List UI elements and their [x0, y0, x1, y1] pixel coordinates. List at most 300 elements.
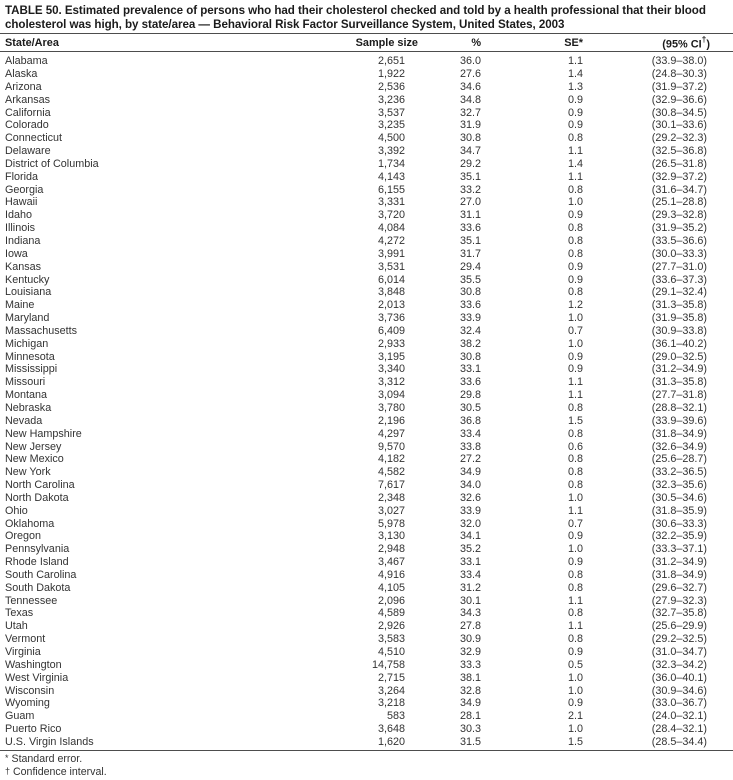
sample-size-cell: 1,734	[377, 157, 405, 170]
standard-error-cell: 0.8	[567, 132, 583, 145]
percent-cell: 34.6	[459, 80, 481, 93]
confidence-interval-cell: (28.4–32.1)	[651, 723, 707, 736]
footnote-text: Confidence interval.	[13, 765, 107, 778]
state-area-cell: Mississippi	[5, 363, 58, 376]
sample-size-cell: 3,537	[377, 106, 405, 119]
percent-cell: 34.3	[459, 607, 481, 620]
confidence-interval-cell: (24.0–32.1)	[651, 710, 707, 723]
state-area-cell: Indiana	[5, 235, 41, 247]
confidence-interval-cell: (25.6–28.7)	[651, 453, 707, 466]
confidence-interval-cell: (29.0–32.5)	[651, 350, 707, 363]
state-area-cell: Nevada	[5, 414, 43, 427]
sample-size-cell: 2,013	[377, 299, 405, 312]
standard-error-cell: 0.9	[567, 646, 583, 658]
standard-error-cell: 0.8	[567, 568, 583, 581]
standard-error-cell: 1.0	[567, 684, 583, 697]
percent-cell: 31.2	[459, 581, 481, 594]
percent-cell: 29.8	[459, 389, 481, 402]
percent-cell: 34.7	[459, 145, 481, 158]
table-row	[0, 685, 733, 698]
standard-error-cell: 0.9	[567, 106, 583, 119]
table-row	[0, 428, 733, 441]
sample-size-cell: 1,620	[335, 736, 419, 750]
confidence-interval-cell: (27.7–31.8)	[651, 389, 707, 402]
standard-error-cell: 0.7	[567, 517, 583, 530]
table-row	[0, 466, 733, 479]
standard-error-cell: 1.4	[567, 157, 583, 170]
sample-size-cell: 3,340	[377, 363, 405, 376]
table-row	[0, 582, 733, 595]
table-row	[0, 81, 733, 94]
table-row	[0, 184, 733, 197]
percent-cell: 27.6	[459, 68, 481, 81]
state-area-cell: Utah	[5, 620, 28, 633]
table-row	[0, 723, 733, 736]
table-row	[0, 52, 733, 68]
sample-size-cell: 4,105	[377, 581, 405, 594]
confidence-interval-cell: (31.0–34.7)	[651, 646, 707, 658]
table-row	[0, 736, 733, 750]
percent-cell: 33.3	[459, 658, 481, 671]
standard-error-cell: 0.9	[567, 350, 583, 363]
sample-size-cell: 4,589	[377, 607, 405, 620]
confidence-interval-cell: (32.5–36.8)	[651, 145, 707, 158]
prevalence-table	[0, 33, 733, 751]
standard-error-cell: 0.9	[567, 697, 583, 710]
table-row	[0, 312, 733, 325]
confidence-interval-cell: (31.9–35.8)	[651, 312, 707, 325]
percent-cell: 33.1	[459, 556, 481, 569]
state-area-cell: Arizona	[5, 80, 42, 93]
table-row	[0, 672, 733, 685]
percent-cell: 32.4	[459, 324, 481, 337]
state-area-cell: Montana	[5, 389, 48, 402]
state-area-cell: Maryland	[5, 312, 50, 325]
standard-error-cell: 1.0	[567, 491, 583, 504]
confidence-interval-cell: (32.7–35.8)	[651, 607, 707, 620]
percent-cell: 30.8	[459, 350, 481, 363]
standard-error-cell: 0.8	[567, 427, 583, 440]
percent-cell: 30.9	[459, 633, 481, 646]
table-row	[0, 415, 733, 428]
confidence-interval-cell: (27.9–32.3)	[651, 594, 707, 607]
state-area-cell: West Virginia	[5, 671, 69, 684]
confidence-interval-cell: (30.9–34.6)	[651, 684, 707, 697]
confidence-interval-cell: (25.6–29.9)	[651, 620, 707, 633]
confidence-interval-cell: (30.8–34.5)	[651, 106, 707, 119]
standard-error-cell: 0.8	[567, 247, 583, 260]
standard-error-cell: 0.9	[567, 530, 583, 543]
table-row	[0, 209, 733, 222]
state-area-cell: New Mexico	[5, 453, 64, 466]
table-row	[0, 286, 733, 299]
percent-cell: 29.2	[459, 157, 481, 170]
state-area-cell: Illinois	[5, 222, 36, 235]
percent-cell: 33.6	[459, 376, 481, 389]
standard-error-cell: 1.0	[567, 196, 583, 209]
percent-cell: 27.2	[459, 453, 481, 466]
percent-cell: 35.5	[459, 273, 481, 286]
sample-size-cell: 6,014	[377, 273, 405, 286]
standard-error-cell: 0.8	[567, 479, 583, 492]
state-area-cell: Alaska	[5, 68, 38, 81]
table-row	[0, 68, 733, 81]
state-area-cell: Minnesota	[5, 350, 55, 363]
percent-cell: 33.9	[459, 504, 481, 517]
sample-size-cell: 2,926	[377, 620, 405, 633]
sample-size-cell: 2,933	[377, 337, 405, 350]
state-area-cell: South Dakota	[5, 581, 71, 594]
table-row	[0, 697, 733, 710]
table-row	[0, 492, 733, 505]
confidence-interval-cell: (29.2–32.5)	[651, 633, 707, 646]
sample-size-cell: 5,978	[377, 517, 405, 530]
confidence-interval-cell: (30.5–34.6)	[651, 491, 707, 504]
percent-cell: 28.1	[459, 710, 481, 723]
sample-size-cell: 3,991	[377, 247, 405, 260]
standard-error-cell: 0.8	[567, 633, 583, 646]
state-area-cell: Kansas	[5, 260, 42, 273]
confidence-interval-cell: (33.3–37.1)	[651, 543, 707, 556]
percent-cell: 33.9	[459, 312, 481, 325]
percent-cell: 35.1	[459, 170, 481, 183]
percent-cell: 36.8	[459, 414, 481, 427]
state-area-cell: Texas	[5, 607, 34, 620]
standard-error-cell: 0.8	[567, 183, 583, 196]
confidence-interval-cell: (32.2–35.9)	[651, 530, 707, 543]
percent-cell: 34.9	[459, 697, 481, 710]
sample-size-cell: 3,848	[377, 286, 405, 299]
standard-error-cell: 1.1	[567, 504, 583, 517]
standard-error-cell: 1.1	[567, 620, 583, 633]
sample-size-cell: 3,264	[377, 684, 405, 697]
table-row	[0, 248, 733, 261]
footnote-confidence-interval	[5, 766, 733, 779]
table-row	[0, 569, 733, 582]
standard-error-cell: 1.1	[567, 376, 583, 389]
standard-error-cell: 0.9	[567, 209, 583, 222]
standard-error-cell: 0.8	[567, 222, 583, 235]
state-area-cell: U.S. Virgin Islands	[0, 736, 335, 750]
state-area-cell: New Hampshire	[5, 427, 82, 440]
state-area-cell: Massachusetts	[5, 324, 78, 337]
confidence-interval-cell: (31.9–35.2)	[651, 222, 707, 235]
table-row	[0, 710, 733, 723]
standard-error-cell: 0.9	[567, 119, 583, 132]
table-row	[0, 633, 733, 646]
standard-error-cell: 1.1	[567, 389, 583, 402]
table-row	[0, 171, 733, 184]
sample-size-cell: 3,331	[377, 196, 405, 209]
state-area-cell: Kentucky	[5, 273, 50, 286]
table-row	[0, 441, 733, 454]
percent-cell: 33.6	[459, 222, 481, 235]
standard-error-cell: 0.8	[567, 581, 583, 594]
percent-cell: 34.1	[459, 530, 481, 543]
sample-size-cell: 3,312	[377, 376, 405, 389]
percent-cell: 33.2	[459, 183, 481, 196]
standard-error-cell: 0.8	[567, 453, 583, 466]
state-area-cell: Florida	[5, 170, 39, 183]
standard-error-cell: 0.9	[567, 556, 583, 569]
sample-size-cell: 6,409	[377, 324, 405, 337]
table-row	[0, 338, 733, 351]
table-row	[0, 196, 733, 209]
sample-size-cell: 2,348	[377, 491, 405, 504]
standard-error-cell: 1.0	[567, 312, 583, 325]
sample-size-cell: 3,236	[377, 93, 405, 106]
table-row	[0, 543, 733, 556]
standard-error-cell: 1.1	[567, 145, 583, 158]
confidence-interval-cell: (30.6–33.3)	[651, 517, 707, 530]
confidence-interval-cell: (30.0–33.3)	[651, 247, 707, 260]
sample-size-cell: 3,195	[377, 350, 405, 363]
state-area-cell: Iowa	[5, 247, 28, 260]
table-row	[0, 479, 733, 492]
confidence-interval-cell: (31.8–34.9)	[651, 568, 707, 581]
sample-size-cell: 4,272	[377, 235, 405, 247]
standard-error-cell: 2.1	[567, 710, 583, 723]
sample-size-cell: 583	[386, 710, 405, 723]
sample-size-cell: 2,196	[377, 414, 405, 427]
standard-error-cell: 0.6	[567, 440, 583, 453]
state-area-cell: Ohio	[5, 504, 28, 517]
sample-size-cell: 3,130	[377, 530, 405, 543]
ci-header-dagger: †	[701, 34, 707, 45]
state-area-cell: South Carolina	[5, 568, 77, 581]
percent-cell: 31.7	[459, 247, 481, 260]
standard-error-cell: 1.1	[567, 594, 583, 607]
standard-error-cell: 1.0	[567, 337, 583, 350]
standard-error-cell: 1.0	[567, 671, 583, 684]
confidence-interval-cell: (31.2–34.9)	[651, 363, 707, 376]
percent-cell: 34.9	[459, 466, 481, 479]
percent-cell: 33.1	[459, 363, 481, 376]
standard-error-cell: 1.5	[481, 736, 583, 750]
table-row	[0, 659, 733, 672]
state-area-cell: Idaho	[5, 209, 33, 222]
sample-size-cell: 7,617	[377, 479, 405, 492]
column-header-sample-size: Sample size	[335, 34, 419, 52]
sample-size-cell: 9,570	[377, 440, 405, 453]
table-row	[0, 145, 733, 158]
table-row	[0, 505, 733, 518]
sample-size-cell: 4,143	[377, 170, 405, 183]
percent-cell: 33.6	[459, 299, 481, 312]
standard-error-cell: 0.9	[567, 363, 583, 376]
state-area-cell: Arkansas	[5, 93, 51, 106]
sample-size-cell: 4,510	[377, 646, 405, 658]
confidence-interval-cell: (31.8–34.9)	[651, 427, 707, 440]
standard-error-cell: 1.3	[567, 80, 583, 93]
state-area-cell: Pennsylvania	[5, 543, 70, 556]
sample-size-cell: 3,235	[377, 119, 405, 132]
state-area-cell: District of Columbia	[5, 157, 99, 170]
confidence-interval-cell: (29.2–32.3)	[651, 132, 707, 145]
state-area-cell: Michigan	[5, 337, 49, 350]
table-row	[0, 389, 733, 402]
state-area-cell: Rhode Island	[5, 556, 69, 569]
standard-error-cell: 1.4	[567, 68, 583, 81]
confidence-interval-cell: (31.2–34.9)	[651, 556, 707, 569]
confidence-interval-cell: (36.0–40.1)	[651, 671, 707, 684]
state-area-cell: North Carolina	[5, 479, 75, 492]
confidence-interval-cell: (33.5–36.6)	[651, 235, 707, 247]
standard-error-cell: 0.8	[567, 466, 583, 479]
standard-error-cell: 1.5	[567, 414, 583, 427]
table-row	[0, 376, 733, 389]
table-body	[0, 52, 733, 751]
column-header-percent: %	[419, 34, 481, 52]
table-row	[0, 620, 733, 633]
percent-cell: 32.6	[459, 491, 481, 504]
confidence-interval-cell: (32.3–35.6)	[651, 479, 707, 492]
percent-cell: 31.1	[459, 209, 481, 222]
confidence-interval-cell: (32.6–34.9)	[651, 440, 707, 453]
table-row	[0, 94, 733, 107]
sample-size-cell: 4,500	[377, 132, 405, 145]
confidence-interval-cell: (31.3–35.8)	[651, 299, 707, 312]
state-area-cell: Oklahoma	[5, 517, 55, 530]
state-area-cell: Alabama	[5, 55, 48, 68]
table-row	[0, 530, 733, 543]
ci-header-text: (95% CI	[662, 38, 702, 51]
standard-error-cell: 1.0	[567, 723, 583, 736]
percent-cell: 33.4	[459, 568, 481, 581]
confidence-interval-cell: (32.9–37.2)	[651, 170, 707, 183]
table-row	[0, 556, 733, 569]
sample-size-cell: 4,297	[377, 427, 405, 440]
standard-error-cell: 1.2	[567, 299, 583, 312]
state-area-cell: Colorado	[5, 119, 49, 132]
confidence-interval-cell: (31.9–37.2)	[651, 80, 707, 93]
confidence-interval-cell: (27.7–31.0)	[651, 260, 707, 273]
dagger-marker: †	[5, 765, 11, 776]
percent-cell: 38.1	[459, 671, 481, 684]
sample-size-cell: 3,583	[377, 633, 405, 646]
percent-cell: 30.1	[459, 594, 481, 607]
table-row	[0, 222, 733, 235]
percent-cell: 31.9	[459, 119, 481, 132]
standard-error-cell: 0.9	[567, 260, 583, 273]
ci-header-close: )	[706, 38, 710, 51]
sample-size-cell: 3,467	[377, 556, 405, 569]
sample-size-cell: 14,758	[371, 658, 405, 671]
percent-cell: 36.0	[459, 55, 481, 68]
state-area-cell: Louisiana	[5, 286, 52, 299]
sample-size-cell: 3,094	[377, 389, 405, 402]
state-area-cell: North Dakota	[5, 491, 69, 504]
confidence-interval-cell: (31.8–35.9)	[651, 504, 707, 517]
state-area-cell: Guam	[5, 710, 35, 723]
standard-error-cell: 0.8	[567, 235, 583, 247]
table-title: TABLE 50. Estimated prevalence of persons who had their cholesterol checked and told by a health professional that their blood cholesterol was high, by state/area — Behavioral Risk Factor Surveillance System, United States, 2003	[5, 4, 706, 31]
table-row	[0, 235, 733, 248]
footnote-text: Standard error.	[11, 753, 83, 766]
percent-cell: 31.5	[419, 736, 481, 750]
confidence-interval-cell: (29.6–32.7)	[651, 581, 707, 594]
header-row	[0, 34, 733, 52]
standard-error-cell: 0.9	[567, 273, 583, 286]
standard-error-cell: 0.7	[567, 324, 583, 337]
confidence-interval-cell: (36.1–40.2)	[651, 337, 707, 350]
state-area-cell: Delaware	[5, 145, 51, 158]
confidence-interval-cell: (32.9–36.6)	[651, 93, 707, 106]
standard-error-cell: 0.8	[567, 286, 583, 299]
sample-size-cell: 4,916	[377, 568, 405, 581]
confidence-interval-cell: (30.1–33.6)	[651, 119, 707, 132]
table-row	[0, 363, 733, 376]
confidence-interval-cell: (29.3–32.8)	[651, 209, 707, 222]
state-area-cell: California	[5, 106, 51, 119]
percent-cell: 29.4	[459, 260, 481, 273]
percent-cell: 35.2	[459, 543, 481, 556]
confidence-interval-cell: (26.5–31.8)	[651, 157, 707, 170]
state-area-cell: Virginia	[5, 646, 41, 658]
footnotes	[0, 753, 733, 778]
percent-cell: 30.8	[459, 132, 481, 145]
column-header-confidence-interval	[583, 34, 733, 52]
confidence-interval-cell: (33.9–38.0)	[651, 55, 707, 68]
state-area-cell: Wisconsin	[5, 684, 55, 697]
table-row	[0, 299, 733, 312]
table-row	[0, 325, 733, 338]
column-header-state-area: State/Area	[0, 34, 335, 52]
percent-cell: 32.9	[459, 646, 481, 658]
table-row	[0, 518, 733, 531]
state-area-cell: Wyoming	[5, 697, 50, 710]
percent-cell: 27.8	[459, 620, 481, 633]
percent-cell: 32.8	[459, 684, 481, 697]
asterisk-marker: *	[5, 753, 9, 764]
sample-size-cell: 2,651	[377, 55, 405, 68]
standard-error-cell: 0.9	[567, 93, 583, 106]
sample-size-cell: 3,648	[377, 723, 405, 736]
standard-error-cell: 0.5	[567, 658, 583, 671]
table-row	[0, 107, 733, 120]
standard-error-cell: 1.1	[567, 55, 583, 68]
sample-size-cell: 3,531	[377, 260, 405, 273]
confidence-interval-cell: (29.1–32.4)	[651, 286, 707, 299]
table-header	[0, 34, 733, 52]
sample-size-cell: 2,715	[377, 671, 405, 684]
table-row	[0, 402, 733, 415]
sample-size-cell: 4,084	[377, 222, 405, 235]
table-row	[0, 453, 733, 466]
sample-size-cell: 4,582	[377, 466, 405, 479]
state-area-cell: Tennessee	[5, 594, 58, 607]
percent-cell: 34.8	[459, 93, 481, 106]
confidence-interval-cell: (31.6–34.7)	[651, 183, 707, 196]
standard-error-cell: 0.8	[567, 401, 583, 414]
sample-size-cell: 3,392	[377, 145, 405, 158]
percent-cell: 27.0	[459, 196, 481, 209]
state-area-cell: Nebraska	[5, 401, 52, 414]
table-row	[0, 646, 733, 659]
percent-cell: 34.0	[459, 479, 481, 492]
state-area-cell: Georgia	[5, 183, 44, 196]
state-area-cell: Missouri	[5, 376, 46, 389]
percent-cell: 33.4	[459, 427, 481, 440]
state-area-cell: Puerto Rico	[5, 723, 62, 736]
percent-cell: 30.5	[459, 401, 481, 414]
state-area-cell: Washington	[5, 658, 62, 671]
standard-error-cell: 0.8	[567, 607, 583, 620]
percent-cell: 33.8	[459, 440, 481, 453]
confidence-interval-cell: (33.2–36.5)	[651, 466, 707, 479]
confidence-interval-cell: (30.9–33.8)	[651, 324, 707, 337]
column-header-standard-error: SE*	[481, 34, 583, 52]
